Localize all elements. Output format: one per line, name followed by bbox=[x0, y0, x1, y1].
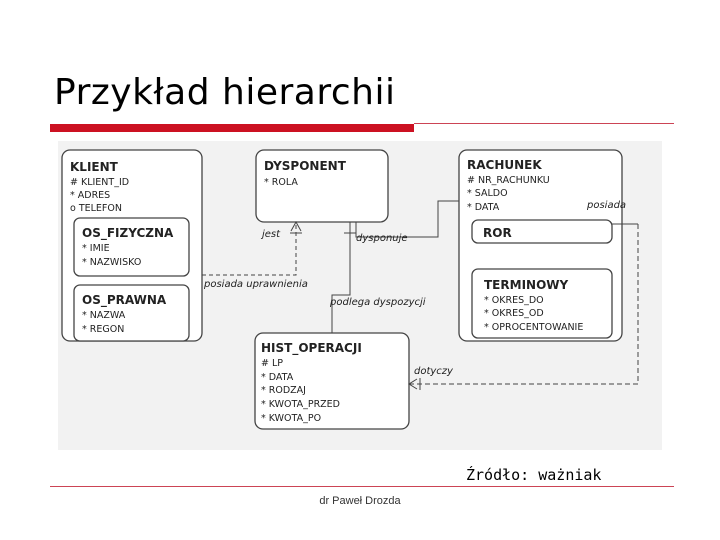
entity-os-fizyczna-title: OS_FIZYCZNA bbox=[82, 226, 174, 240]
entity-terminowy-title: TERMINOWY bbox=[484, 278, 569, 292]
slide-title: Przykład hierarchii bbox=[54, 72, 396, 113]
source-caption: Źródło: ważniak bbox=[466, 466, 602, 484]
attr-os-prawna-regon: * REGON bbox=[82, 324, 125, 335]
title-accent-bar bbox=[50, 124, 414, 132]
attr-os-fizyczna-nazwisko: * NAZWISKO bbox=[82, 257, 142, 268]
entity-ror-title: ROR bbox=[483, 226, 512, 240]
attr-os-prawna-nazwa: * NAZWA bbox=[82, 310, 126, 321]
rel-label-podlega-dyspozycji: podlega dyspozycji bbox=[330, 297, 426, 308]
entity-klient-title: KLIENT bbox=[70, 160, 118, 174]
entity-os-prawna-title: OS_PRAWNA bbox=[82, 293, 167, 307]
rel-label-dotyczy: dotyczy bbox=[414, 366, 453, 377]
attr-dysponent-rola: * ROLA bbox=[264, 177, 298, 188]
attr-klient-telefon: o TELEFON bbox=[70, 203, 122, 214]
rel-label-posiada: posiada bbox=[587, 200, 627, 211]
entity-dysponent-title: DYSPONENT bbox=[264, 159, 346, 173]
title-underline bbox=[414, 123, 674, 124]
attr-hist-kwota-po: * KWOTA_PO bbox=[261, 413, 322, 424]
attr-hist-lp: # LP bbox=[261, 358, 284, 369]
attr-klient-adres: * ADRES bbox=[70, 190, 111, 201]
entity-hist-operacji-title: HIST_OPERACJI bbox=[261, 341, 362, 355]
attr-os-fizyczna-imie: * IMIE bbox=[82, 243, 110, 254]
entity-rachunek-title: RACHUNEK bbox=[467, 158, 542, 172]
rel-label-jest: jest bbox=[262, 229, 281, 240]
attr-hist-data: * DATA bbox=[261, 372, 294, 383]
attr-rachunek-saldo: * SALDO bbox=[467, 188, 508, 199]
rel-dysponent-hist-line bbox=[332, 222, 356, 333]
rel-label-dysponuje: dysponuje bbox=[356, 233, 408, 244]
attr-terminowy-okres-od: * OKRES_OD bbox=[484, 308, 544, 319]
rel-klient-dysponent-line bbox=[202, 222, 302, 275]
attr-terminowy-oprocentowanie: * OPROCENTOWANIE bbox=[484, 322, 584, 333]
attr-hist-kwota-przed: * KWOTA_PRZED bbox=[261, 399, 341, 410]
rel-label-posiada-uprawnienia: posiada uprawnienia bbox=[204, 279, 308, 290]
attr-rachunek-data: * DATA bbox=[467, 202, 500, 213]
footer-author: dr Paweł Drozda bbox=[319, 495, 401, 507]
attr-klient-id: # KLIENT_ID bbox=[70, 177, 130, 188]
attr-terminowy-okres-do: * OKRES_DO bbox=[484, 295, 544, 306]
attr-hist-rodzaj: * RODZAJ bbox=[261, 385, 306, 396]
attr-rachunek-nr: # NR_RACHUNKU bbox=[467, 175, 550, 186]
footer-divider bbox=[50, 486, 674, 487]
er-diagram bbox=[58, 141, 662, 450]
